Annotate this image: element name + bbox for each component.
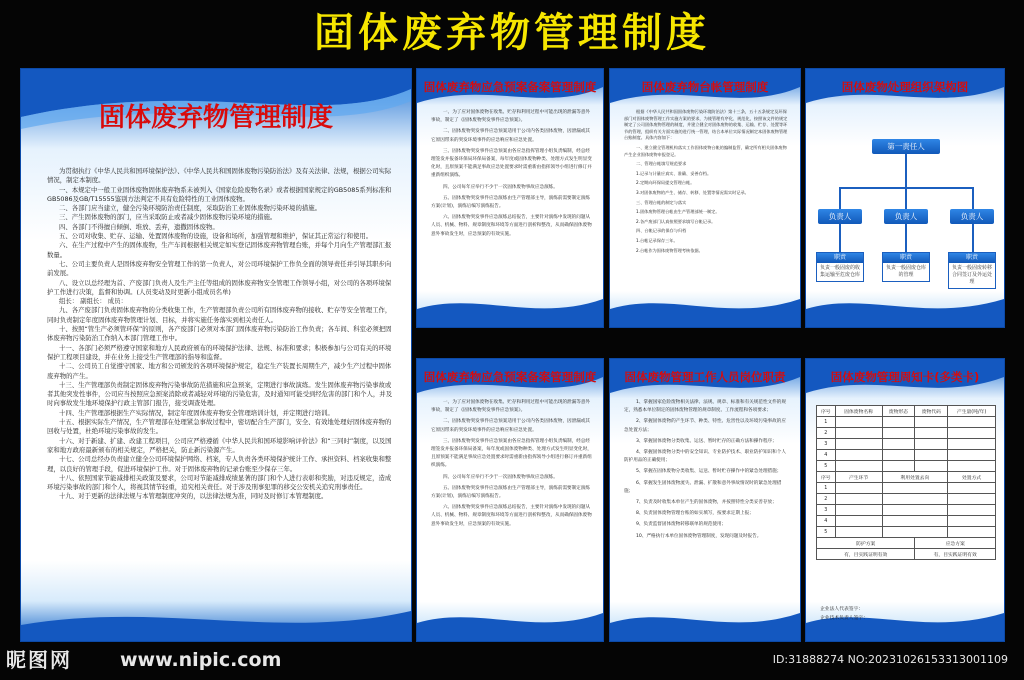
table-cell: 2 <box>817 494 836 505</box>
paragraph: 三、固体废物突发事件应急预案由各应急指挥管理小组负责编制，经总经理签发并报备环保局备案，每年度或固体废物种类、处理方式发生明显变化时，且原预案不能满足事故应急处置要求时需重新由指挥领导小组进行修订并重新组织演练。 <box>431 438 592 469</box>
paragraph: 2.台帐作为固体废物管理考核依据。 <box>636 247 703 253</box>
paragraph: 3.对固体废物的产生、储存、转移、处置等情况需实时记录。 <box>636 189 749 195</box>
page-title: 固体废弃物管理制度 <box>314 10 710 56</box>
table-cell: 4 <box>817 516 836 527</box>
paragraph: 六、在生产过程中产生的固体废物，生产车间根据相关规定如实登记固体废弃物管理台账，并每个月向生产管理部汇报数量。 <box>47 241 392 259</box>
table-cell <box>948 428 996 439</box>
duty-heading: 职责 <box>817 253 863 263</box>
paragraph: 八、设立以总经理为首、产废部门负责人及生产主任等组成的固体废弃物安全管理工作领导小组，对公司的各项环境保护工作进行决策，监督和协调。(人员变动及时更新小组成员名单) <box>47 278 392 296</box>
paragraph: 五、固体废物突发事件应急演练由生产管理部主导，演练前需要制定演练方案(计划)，演练后编写演练报告。 <box>431 485 591 500</box>
paragraph: 2、掌握固体废物的产生环节、种类、特性、危害性以及环境污染事故的应急处置方法； <box>624 419 786 433</box>
table-cell <box>835 450 882 461</box>
table-cell <box>948 516 996 527</box>
staff-duties-panel <box>609 358 801 642</box>
paragraph: 9、负责监督固体废物转移联单的规范使用； <box>636 522 727 528</box>
org-duty-box <box>948 252 996 289</box>
emergency-plan-body <box>431 399 593 635</box>
org-connector <box>839 224 841 252</box>
paragraph: 为贯彻执行《中华人民共和国环境保护法》、《中华人民共和国固体废物污染防治法》及有关法律、法规，根据公司实际情况，制定本制度。 <box>47 167 392 185</box>
paragraph: 1.固体废物管理台帐由生产管理部统一制定。 <box>636 209 720 215</box>
duty-text: 负责一般固废转移合同签订及外运处理 <box>951 265 992 285</box>
table-row <box>817 472 996 483</box>
ledger-body <box>624 109 790 315</box>
paragraph: 三、固体废物突发事件应急预案由各应急指挥管理小组负责编制，经总经理签发并报备环保局环保局备案，每年度或固体废物种类、处理方式发生明显变化时，且原预案不能满足事故应急处置要求时需重新由指挥领导小组进行修订并重新组织演练。 <box>431 148 592 179</box>
legal-rep-signature: 企业法人代表签字： <box>820 607 864 612</box>
paragraph: 组长： 副组长： 成员： <box>59 297 127 306</box>
table-cell <box>948 527 996 538</box>
paragraph: 2.定期向环保局提交管理台帐。 <box>636 180 695 186</box>
table-cell <box>835 527 882 538</box>
table-cell: 防护方案 <box>817 538 915 549</box>
paragraph: 四、台帐记录的保存与归档 <box>636 228 687 234</box>
paragraph: 十二、公司员工自觉遵守国家、地方和公司颁发的各项环境保护规定，稳定生产装置长周期生产，减少生产过程中固体废弃物的产生。 <box>47 362 392 380</box>
table-cell: 5 <box>817 461 836 472</box>
table-cell <box>882 505 948 516</box>
table-cell: 应急方案 <box>915 538 996 549</box>
paragraph: 四、公司每年应举行不少于一次固体废物事故应急演练。 <box>443 184 558 190</box>
table-cell <box>948 483 996 494</box>
regulation-body <box>47 167 393 637</box>
org-duty-box <box>882 252 930 282</box>
paragraph: 1.记录与计量应真实、准确、妥善存档。 <box>636 170 712 176</box>
table-cell <box>882 494 948 505</box>
table-cell <box>882 527 948 538</box>
table-row <box>817 483 996 494</box>
table-cell: 3 <box>817 439 836 450</box>
table-cell <box>948 461 996 472</box>
org-connector <box>972 224 974 252</box>
paragraph: 6、掌握发生固体废物流失、泄漏、扩散和意外事故情况时的紧急处理措施； <box>624 480 782 494</box>
paragraph: 六、固体废物突发事件应急演练总结报告，主要针对演练中发现的问题从人员、机械、物料、规章制度和环境等方面进行剖析和整改，从而确保固体废物意外事故发生时，应急预案的有效实施。 <box>431 215 592 237</box>
paragraph: 一、本规定中一般工业固体废物固体废弃物系未被列入《国家危险废物名录》或者根据国家规定的GB5085系列标准和GB5086及GB/T15555鉴别方法判定不具有危险特性的工业固体废物。 <box>47 185 392 203</box>
paragraph: 十四、生产管理部根据生产实际情况，制定年度固体废弃物安全管理培训计划，并定期进行培训。 <box>59 408 334 417</box>
duty-text: 负责一般固废的收集运输至危废仓库 <box>819 265 860 278</box>
table-cell <box>915 417 948 428</box>
table-cell <box>882 516 948 527</box>
table-cell <box>948 439 996 450</box>
notice-card-panel <box>805 358 1005 642</box>
paragraph: 十七、公司总经办负责建立健全公司环境保护网络、档案，专人负责各类环境保护统计工作、承担资料、档案收集和整理，以良好的管理手段，促进环境保护工作。对于固体废弃物的记录台账至少保存三年。 <box>47 455 392 473</box>
paragraph: 十六、对于新建、扩建、改建工程项目，公司应严格遵循《中华人民共和国环境影响评价法》和“三同时”制度，以及国家和地方政府最新颁布的相关规定，严格把关，防止新污染源产生。 <box>47 436 392 454</box>
table-cell <box>835 505 882 516</box>
org-connector <box>905 154 907 188</box>
table-cell <box>835 461 882 472</box>
org-chart-panel <box>805 68 1005 328</box>
paragraph: 1.台帐记录保存三年。 <box>636 237 678 243</box>
org-duty-box <box>816 252 864 282</box>
watermark-id: ID:31888274 NO:20231026153313001109 <box>772 653 1008 666</box>
watermark-logo: 昵图网 <box>6 648 72 672</box>
paragraph: 十九、对于更新的法律法规与本管理制度冲突的，以法律法规为准，同时及时修订本管理制度。 <box>59 492 328 501</box>
table-cell <box>835 483 882 494</box>
paragraph: 十三、生产管理部负责制定固体废弃物污染事故防范措施和应急预案，定期进行事故演练。发生固体废弃物污染事故或者其他突发性事件，公司应当按照应急预案消除或者减轻对环境的污染危害，及时通知可能受到经危害的部门和个人，并及时向事故发生地环境保护行政主管部门报告，接受调查处理。 <box>47 380 393 408</box>
table-cell <box>835 439 882 450</box>
paragraph: 4、掌握固体废物分类中的安全知识、专业防护技术、职业防护知识和个人防护用品的正确使用； <box>624 450 786 464</box>
org-chart <box>806 69 1005 328</box>
table-row <box>817 516 996 527</box>
paragraph: 三、产生固体废物的部门，应当采取防止或者减少固体废物污染环境的措施。 <box>59 213 277 222</box>
table-cell: 1 <box>817 417 836 428</box>
table-row <box>817 494 996 505</box>
duty-heading: 职责 <box>883 253 929 263</box>
table-row <box>817 538 996 549</box>
paragraph: 九、各产废部门负责固体废弃物的分类收集工作，生产管理部负责公司所有固体废弃物的接收、贮存等安全管理工作，同时负责制定年度固体废弃物管理计划、目标，并将实施任务落实到相关责任人。 <box>47 306 392 324</box>
tech-lead-signature: 企业技术负责人签字： <box>820 616 868 621</box>
main-regulation-panel <box>20 68 412 642</box>
paragraph: 五、固体废物突发事件应急演练由生产管理部主导，演练前需要制定演练方案(计划)，演练后编写演练报告。 <box>431 195 591 210</box>
table-cell <box>948 450 996 461</box>
org-branch-box: 负责人 <box>884 209 928 224</box>
table-cell: 序号 <box>817 406 836 417</box>
table-cell <box>882 450 915 461</box>
paragraph: 1、掌握国家危险废物相关法律、法规、规章、标准和有关规范性文件的规定，熟悉本单位制定的固体废物管理的规章制度、工作流程和各项要求； <box>624 400 786 414</box>
table-row <box>817 505 996 516</box>
table-cell: 废物形态 <box>882 406 915 417</box>
paragraph: 七、公司主要负责人是固体废弃物安全管理工作的第一负责人，对公司环境保护工作负全面的领导责任并引导其职步向前发展。 <box>47 259 392 278</box>
paragraph: 四、公司每年应举行不少于一次固体废物事故应急演练。 <box>443 474 558 480</box>
signature-area <box>820 605 868 623</box>
table-cell: 有，目实践证明有效 <box>915 549 996 560</box>
paragraph: 根据《中华人民共和国固体废物污染环境防治法》第十三条，五十五条规定及环保部门对固体废物管理工作实施方案的要求，为使管理有序化、规范化，按照该文件的规定制定了公司固体废物管理的制度，并建立健全对固体废物的收集、运输、贮存、处置等环节的管理，组织有关方面实施的进行统一管理，结合本单位实际情况制定本固体废物管理台账制度。具体内容如下： <box>624 109 788 141</box>
emergency-plan-panel <box>416 68 604 328</box>
paragraph: 十五、根据实际生产情况，生产管理部在处理紧急事故过程中，密切配合生产部门，安全、有效地处理好固体废弃物的回收与处置，杜绝环境污染事故的发生。 <box>47 418 392 436</box>
paragraph: 二、固体废物突发事件应急预案适用于公司内各类固体废物，因泄漏或其它原因带来的突发环境事件的应急响应和应急处置。 <box>431 419 591 433</box>
emergency-plan-panel-2 <box>416 358 604 642</box>
paragraph: 一、为了应对固体废物在收集、贮存和利用过程中可能出现的泄漏等意外事故，制定了《固体废物突发事件应急预案》。 <box>431 400 591 414</box>
table-cell: 产生量(吨/年) <box>948 406 996 417</box>
table-cell <box>882 461 915 472</box>
panel-title: 固体废弃物台帐管理制度 <box>641 80 769 94</box>
table-cell <box>835 428 882 439</box>
table-row <box>817 549 996 560</box>
paragraph: 2.各产废部门认真按照要求填写台帐记录。 <box>636 218 716 224</box>
paragraph: 二、各部门应当建立，健全污染环境防治责任制度，采取防治工业固体废物污染环境的措施。 <box>59 204 322 213</box>
org-connector <box>905 187 907 209</box>
table-cell: 5 <box>817 527 836 538</box>
table-cell <box>882 483 948 494</box>
org-top-box: 第一责任人 <box>872 139 940 154</box>
panel-title: 固体废弃物管理制度 <box>99 103 334 133</box>
paragraph: 十一、各部门必须严格遵守国家和地方人民政府颁布的环境保护法律、法规、标准和要求；积极参加与公司有关的环境保护工程项目建设，并在业务上接受生产管理部的指导和监督。 <box>47 343 392 361</box>
panel-title: 固体废物管理周知卡(多类卡) <box>830 370 980 384</box>
paragraph: 三、管理台帐的制定与落实 <box>636 199 687 205</box>
table-cell <box>835 494 882 505</box>
paragraph: 5、掌握在固体废物分类收集、运送、暂时贮存操作中的紧急处理措施； <box>636 469 782 475</box>
org-connector <box>972 187 974 209</box>
table-row <box>817 450 996 461</box>
table-cell: 1 <box>817 483 836 494</box>
paragraph: 六、固体废物突发事件应急演练总结报告，主要针对演练中发现的问题从人员、机械、物料、规章制度和环境等方面进行剖析和整改，从而确保固体废物意外事故发生时，应急预案的有效实施。 <box>431 505 592 527</box>
paragraph: 五、公司对收集、贮存、运输、处置固体废物的设施，设备和场所，加强管理和维护，保证其正常运行和使用。 <box>59 232 373 241</box>
ledger-panel <box>609 68 801 328</box>
table-row <box>817 527 996 538</box>
table-cell: 3 <box>817 505 836 516</box>
paragraph: 二、固体废物突发事件应急预案适用于公司内各类固体废物，因泄漏或其它原因带来的突发环境事件的应急响应和应急处置。 <box>431 129 591 143</box>
table-row <box>817 428 996 439</box>
paragraph: 十、按照“管生产必须管环保”的原则，各产废部门必须对本部门固体废弃物污染防治工作负责；各车间、科室必须把固体废弃物污染防治工作纳入本部门管理工作中。 <box>47 325 392 343</box>
table-cell: 产生环节 <box>835 472 882 483</box>
table-row <box>817 406 996 417</box>
table-cell: 利用处置去向 <box>882 472 948 483</box>
table-cell: 序号 <box>817 472 836 483</box>
panel-title: 固体废弃物应急预案备案管理制度 <box>423 80 597 94</box>
org-connector <box>905 224 907 252</box>
table-row <box>817 417 996 428</box>
paragraph: 十八、依照国家节能减排相关政策及要求，公司对节能减排成绩显著的部门和个人进行表彰和奖励，对违反规定，造成环境污染事故的部门和个人，将视其情节轻重，追究相关责任。对于涉及刑事犯罪的移交公安机关追究刑事责任。 <box>47 473 392 492</box>
paragraph: 3、掌握固体废物分类收集、运送、暂时贮存的正确方法和操作程序； <box>636 438 777 444</box>
panel-title: 固体废物管理工作人员岗位职责 <box>624 370 786 384</box>
emergency-plan-body <box>431 109 593 315</box>
paragraph: 一、为了应对固体废物在收集、贮存和利用过程中可能出现的泄漏等意外事故，制定了《固体废物突发事件应急预案》。 <box>431 110 591 124</box>
table-cell <box>948 494 996 505</box>
paragraph: 7、负责及时收集本单位产生的固体废物，并按照特性分类妥善存放； <box>636 500 777 506</box>
table-cell: 有，目实践证明有效 <box>817 549 915 560</box>
org-connector <box>839 187 841 209</box>
notice-card-table <box>816 405 996 560</box>
table-cell: 固体废物名称 <box>835 406 882 417</box>
table-cell: 2 <box>817 428 836 439</box>
table-cell: 废物代码 <box>915 406 948 417</box>
table-cell <box>835 417 882 428</box>
paragraph: 四、各部门不得擅自倾倒、堆放、丢弃，遗撒固体废物。 <box>59 222 219 231</box>
table-cell <box>915 439 948 450</box>
org-branch-box: 负责人 <box>950 209 994 224</box>
table-cell: 处置方式 <box>948 472 996 483</box>
table-cell <box>882 439 915 450</box>
duty-text: 负责一般固废仓库的管理 <box>885 265 926 278</box>
duty-heading: 职责 <box>949 253 995 263</box>
paragraph: 8、负责固体废物管理台账的如实填写，按要求定期上报； <box>636 511 754 517</box>
paragraph: 一、建立健全管理机构落实工作固体废物台帐的编制监管，确定所有相关固体废物产生企业固体废物申报登记。 <box>624 144 787 157</box>
table-row <box>817 461 996 472</box>
staff-duties-body <box>624 399 786 635</box>
org-branch-box: 负责人 <box>818 209 862 224</box>
table-cell: 4 <box>817 450 836 461</box>
panel-title: 固体废弃物应急预案备案管理制度 <box>423 370 597 384</box>
table-cell <box>948 417 996 428</box>
table-cell <box>882 428 915 439</box>
table-cell <box>882 417 915 428</box>
table-cell <box>915 428 948 439</box>
table-cell <box>948 505 996 516</box>
table-cell <box>915 450 948 461</box>
table-row <box>817 439 996 450</box>
table-cell <box>835 516 882 527</box>
paragraph: 10、严格执行本单位固体废物管理制度，发现问题及时报告。 <box>636 533 762 539</box>
table-cell <box>915 461 948 472</box>
paragraph: 二、管理台帐填写规范要求 <box>636 161 687 167</box>
watermark-url: www.nipic.com <box>120 649 282 671</box>
panel-title: 固体废物处理组织架构图 <box>841 80 969 94</box>
